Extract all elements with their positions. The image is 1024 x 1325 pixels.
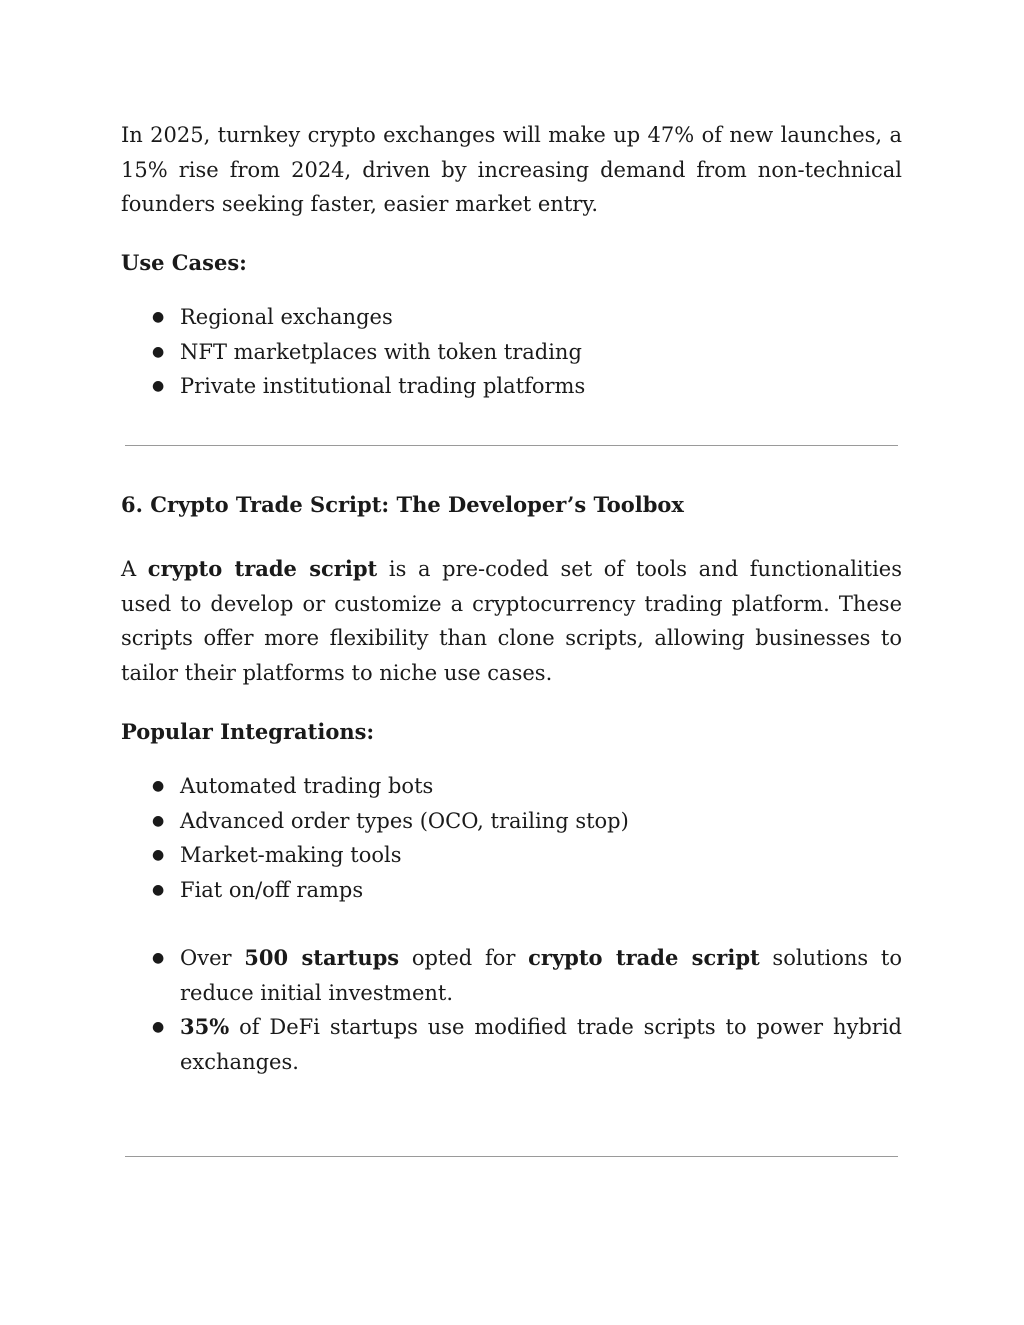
list-item: ● Regional exchanges bbox=[121, 300, 902, 335]
bullet-icon: ● bbox=[152, 881, 165, 898]
bullet-icon: ● bbox=[152, 847, 165, 863]
bullet-icon: ● bbox=[152, 343, 165, 360]
use-cases-list bbox=[121, 300, 902, 404]
list-item: ● Fiat on/off ramps bbox=[121, 873, 902, 908]
list-item: ● Automated trading bots bbox=[121, 769, 902, 804]
stat-highlight: 35% bbox=[180, 1014, 230, 1039]
list-item: ● Advanced order types (OCO, trailing stop) bbox=[121, 804, 902, 839]
integrations-heading: Popular Integrations: bbox=[121, 719, 375, 744]
section-paragraph: A crypto trade script is a pre-coded set of tools and functionalities used to develop or customize a cryptocurrency trading platform. These scripts offer more flexibility than clone scripts, allowing businesses to tailor their platforms to niche use cases. bbox=[121, 556, 903, 685]
horizontal-rule bbox=[125, 1156, 898, 1157]
intro-paragraph: In 2025, turnkey crypto exchanges will make up 47% of new launches, a 15% rise from 2024, driven by increasing demand from non-technical founders seeking faster, easier market entry. bbox=[121, 123, 902, 216]
list-item: ● 35% of DeFi startups use modified trade scripts to power hybrid exchanges. bbox=[121, 1010, 902, 1079]
bullet-icon: ● bbox=[152, 1019, 165, 1035]
bold-term: crypto trade script bbox=[528, 945, 760, 970]
bullet-icon: ● bbox=[152, 378, 165, 394]
bullet-icon: ● bbox=[152, 309, 165, 325]
bullet-icon: ● bbox=[152, 812, 165, 829]
use-cases-heading: Use Cases: bbox=[121, 250, 247, 275]
list-item: ● NFT marketplaces with token trading bbox=[121, 335, 902, 370]
bullet-icon: ● bbox=[152, 778, 165, 794]
integrations-list bbox=[121, 769, 902, 907]
section-title: 6. Crypto Trade Script: The Developer’s Toolbox bbox=[121, 492, 684, 517]
bold-term: crypto trade script bbox=[147, 556, 378, 581]
horizontal-rule bbox=[125, 445, 898, 446]
list-item: ● Market-making tools bbox=[121, 838, 902, 873]
list-item: ● Over 500 startups opted for crypto trade script solutions to reduce initial investment. bbox=[121, 941, 902, 1010]
bullet-icon: ● bbox=[152, 950, 165, 966]
stat-highlight: 500 startups bbox=[244, 945, 400, 970]
stats-list bbox=[121, 941, 902, 1079]
list-item: ● Private institutional trading platforms bbox=[121, 369, 902, 404]
